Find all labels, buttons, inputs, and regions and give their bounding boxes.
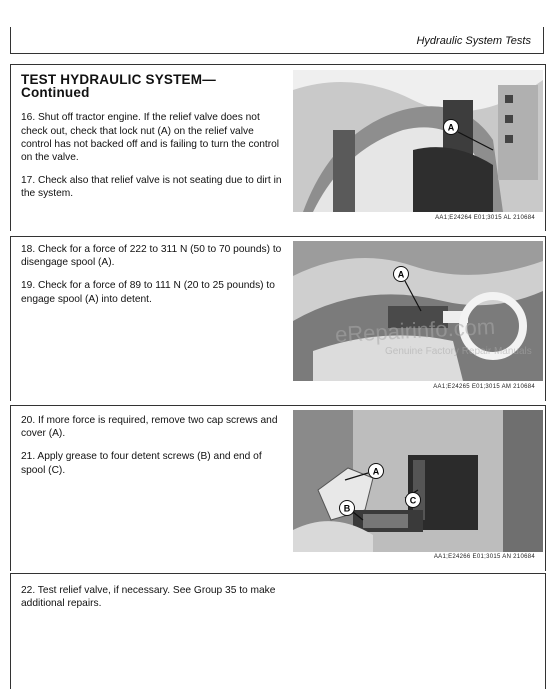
step-20: 20. If more force is required, remove two cap screws and cover (A). — [21, 415, 278, 440]
section-heading: TEST HYDRAULIC SYSTEM—Continued — [21, 72, 216, 101]
page-header-title: Hydraulic System Tests — [416, 35, 531, 47]
section-detent-cover — [10, 405, 546, 571]
section-text — [21, 65, 283, 211]
step-17: 17. Check also that relief valve is not seating due to dirt in the system. — [21, 175, 282, 200]
watermark: eRepairinfo.com — [334, 313, 496, 348]
section-text — [21, 243, 283, 316]
figure-detent-screws — [293, 410, 543, 552]
figure-caption: AA1;E24264 E01;3015 AL 210684 — [435, 215, 535, 221]
step-21: 21. Apply grease to four detent screws (B) and end of spool (C). — [21, 451, 262, 476]
section-test-hydraulic-system — [10, 64, 546, 231]
section-text — [21, 584, 283, 620]
page-header — [10, 27, 544, 54]
watermark-subtitle: Genuine Factory Repair Manuals — [385, 346, 532, 357]
step-16: 16. Shut off tractor engine. If the relief valve does not check out, check that lock nut (A) on the relief valve control has not backed off and is failing to turn the control on the valve. — [21, 112, 280, 164]
step-22: 22. Test relief valve, if necessary. See Group 35 to make additional repairs. — [21, 585, 276, 610]
callout-b: B — [343, 503, 351, 514]
step-19: 19. Check for a force of 89 to 111 N (20 to 25 pounds) to engage spool (A) into detent. — [21, 280, 275, 305]
callout-a: A — [372, 466, 380, 477]
figure-spool-detent — [293, 241, 543, 381]
section-relief-valve-test — [10, 573, 546, 689]
callout-a: A — [397, 269, 405, 280]
callout-c: C — [409, 495, 417, 506]
section-text — [21, 414, 283, 487]
step-18: 18. Check for a force of 222 to 311 N (50 to 70 pounds) to disengage spool (A). — [21, 244, 282, 269]
figure-caption: AA1;E24265 E01;3015 AM 210684 — [433, 384, 535, 390]
callout-a: A — [447, 122, 455, 133]
figure-caption: AA1;E24266 E01;3015 AN 210684 — [433, 554, 535, 560]
figure-relief-valve-lock-nut — [293, 70, 543, 212]
